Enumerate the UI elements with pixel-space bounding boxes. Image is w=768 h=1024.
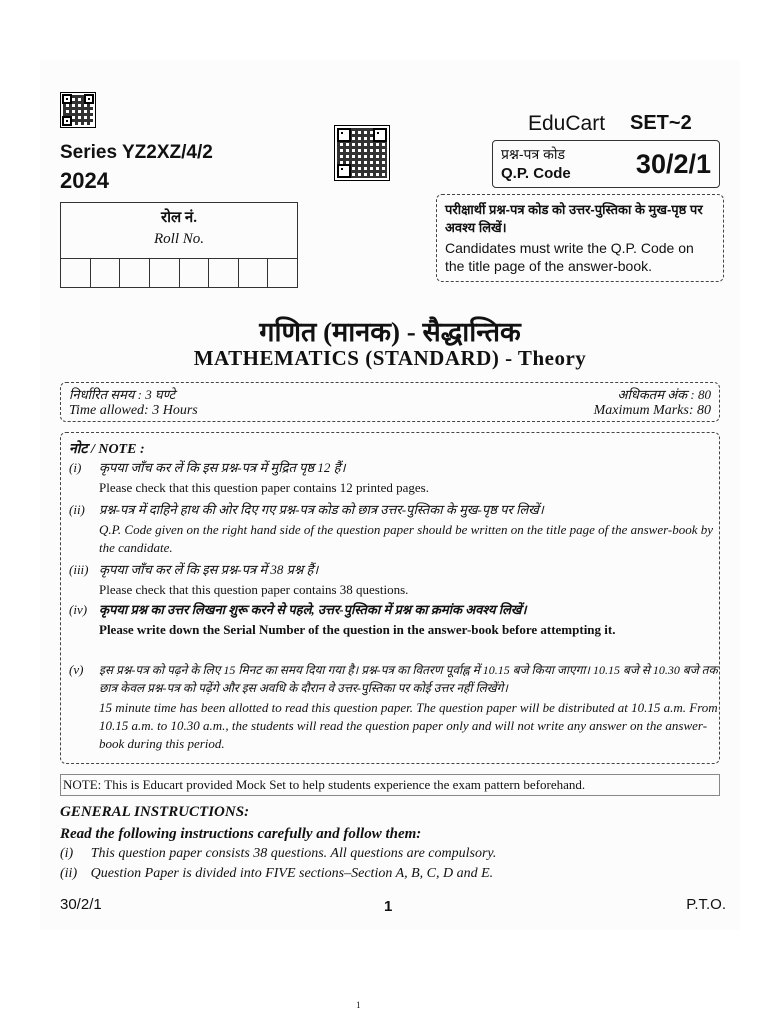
note-item: (ii) प्रश्न-पत्र में दाहिने हाथ की ओर दिए गए प्रश्न-पत्र कोड को छात्र उत्तर-पुस्तिका के मुख-पृष्ठ पर लिखें। Q.P. Code given on the right hand side of the question paper should be written on the title page of the answer-book by the candidate. xyxy=(69,502,714,555)
general-instruction-item: (ii) Question Paper is divided into FIVE sections–Section A, B, C, D and E. xyxy=(60,866,494,881)
roll-number-cells[interactable] xyxy=(61,258,297,287)
note-item: (iv) कृपया प्रश्न का उत्तर लिखना शुरू करने से पहले, उत्तर-पुस्तिका में प्रश्न का क्रमांक अवश्य लिखें। Please write down the Serial Number of the question in the answer-book before attempting it. xyxy=(69,602,616,637)
roll-label-hi: रोल नं. xyxy=(160,210,197,226)
roll-label-en: Roll No. xyxy=(153,231,204,247)
qr-code-icon xyxy=(334,125,390,181)
note-heading: नोट / NOTE : xyxy=(69,442,145,457)
qr-code-icon xyxy=(60,92,96,128)
general-instructions-heading: GENERAL INSTRUCTIONS: xyxy=(60,804,250,820)
marks-hi: अधिकतम अंक : 80 xyxy=(617,387,711,402)
time-marks-box xyxy=(60,382,720,422)
mock-set-note: NOTE: This is Educart provided Mock Set to help students experience the exam pattern beforehand. xyxy=(60,774,720,796)
general-instructions-subheading: Read the following instructions carefully and follow them: xyxy=(60,826,422,842)
year-label: 2024 xyxy=(60,168,109,193)
qp-code-label-en: Q.P. Code xyxy=(501,165,571,182)
qp-code-label-hi: प्रश्न-पत्र कोड xyxy=(501,146,565,162)
title-english: MATHEMATICS (STANDARD) - Theory xyxy=(193,346,587,370)
candidate-instruction-box xyxy=(436,194,724,282)
time-hi: निर्धारित समय : 3 घण्टे xyxy=(69,387,176,402)
series-label: Series YZ2XZ/4/2 xyxy=(60,142,213,163)
footer-code: 30/2/1 xyxy=(60,896,102,913)
scan-page-number: 1 xyxy=(356,1000,361,1010)
time-en: Time allowed: 3 Hours xyxy=(69,403,198,418)
exam-page xyxy=(40,60,740,930)
title-hindi: गणित (मानक) - सैद्धान्तिक xyxy=(259,317,521,347)
general-instruction-item: (i) This question paper consists 38 questions. All questions are compulsory. xyxy=(60,846,497,861)
note-item: (v) इस प्रश्न-पत्र को पढ़ने के लिए 15 मिनट का समय दिया गया है। प्रश्न-पत्र का वितरण पूर्वाह्न में 10.15 बजे किया जाएगा। 10.15 बजे से 10.30 बजे तक छात्र केवल प्रश्न-पत्र को पढ़ेंगे और इस अवधि के दौरान वे उत्तर-पुस्तिका पर कोई उत्तर नहीं लिखेंगे। 15 minute time has been allotted to read this question paper. The question paper will be distributed at 10.15 a.m. From 10.15 a.m. to 10.30 a.m., the students will read the question paper only and will not write any answer on the answer-book during this period. xyxy=(69,662,718,751)
marks-en: Maximum Marks: 80 xyxy=(593,403,711,418)
candidate-note-en: Candidates must write the Q.P. Code on the title page of the answer-book. xyxy=(445,240,694,274)
note-item: (i) कृपया जाँच कर लें कि इस प्रश्न-पत्र में मुद्रित पृष्ठ 12 हैं। Please check that this question paper contains 12 printed pages. xyxy=(69,460,429,495)
roll-number-box xyxy=(60,202,298,288)
footer-pto: P.T.O. xyxy=(686,896,726,913)
footer-page-number: 1 xyxy=(384,898,393,915)
note-box xyxy=(60,432,720,764)
qp-code-value: 30/2/1 xyxy=(635,149,711,179)
set-label: SET~2 xyxy=(630,112,692,134)
candidate-note-hi: परीक्षार्थी प्रश्न-पत्र कोड को उत्तर-पुस्तिका के मुख-पृष्ठ पर अवश्य लिखें। xyxy=(445,202,703,235)
brand-logo: EduCart xyxy=(528,112,606,135)
qp-code-box xyxy=(492,140,720,188)
note-item: (iii) कृपया जाँच कर लें कि इस प्रश्न-पत्र में 38 प्रश्न हैं। Please check that this question paper contains 38 questions. xyxy=(69,562,409,597)
